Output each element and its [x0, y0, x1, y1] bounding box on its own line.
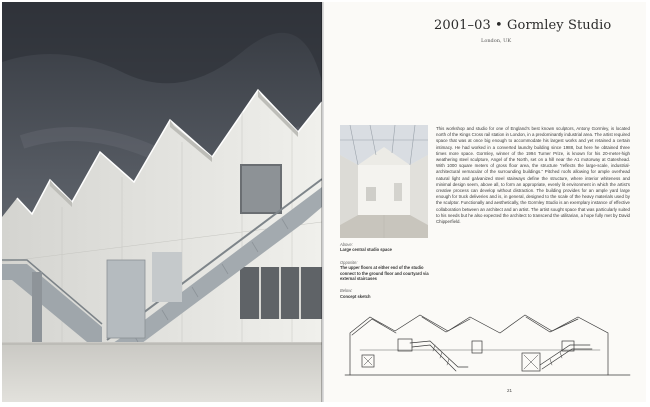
caption-label: Above:	[340, 242, 353, 247]
concept-sketch	[340, 305, 636, 377]
studio-interior-image	[340, 125, 428, 238]
caption-text: The upper floors at either end of the studio connect to the ground floor and courtyard via external staircases	[340, 265, 429, 282]
exterior-photo	[2, 2, 322, 402]
interior-photo	[340, 125, 428, 238]
caption-block	[340, 242, 430, 306]
caption-text: Large central studio space	[340, 247, 392, 253]
project-location: London, UK	[481, 38, 512, 44]
caption-label: Below:	[340, 288, 353, 294]
caption-label: Opposite:	[340, 259, 358, 265]
studio-exterior-image	[2, 2, 322, 402]
page-number: 21	[507, 388, 513, 393]
page-title: 2001–03 • Gormley Studio	[434, 18, 612, 33]
body-text: This workshop and studio for one of England’s best known sculptors, Antony Gormley, is located north of the Kings Cross rail station in London, in a predominantly industrial area. The artist required space that was at once big enough to accommodate his largest works and yet retained a certain intimacy. He had worked in a converted laundry building since 1988, but here he obtained three times more space. Gormley, winner of the 1994 Turner Prize, is known for his 20-meter-high weathering steel sculpture, Angel of the North, set on a hill near the A1 motorway at Gateshead. With 1000 square meters of gross floor area, the structure “reflects the large-scale, industrial-architectural vernacular of the surrounding buildings.” Pitched roofs allowing for ample overhead natural light and galvanized steel stairways define the structure, where interior whiteness and minimal design seem, above all, to form an appropriate, evenly lit environment in which the artist’s creative process can develop without distraction. The building provides for an ample yard large enough for truck deliveries and is, in general, designed to the scale of the heavy materials used by the sculptor. Functionally and aesthetically, the Gormley Studio is an exemplary instance of effective collaboration between an architect and an artist. The artist sought space that was particularly suited to his needs but he also expected the architect to transcend the utilitarian, a hope fully met by David Chipperfield.	[436, 126, 630, 225]
caption-text: Concept sketch	[340, 293, 371, 299]
